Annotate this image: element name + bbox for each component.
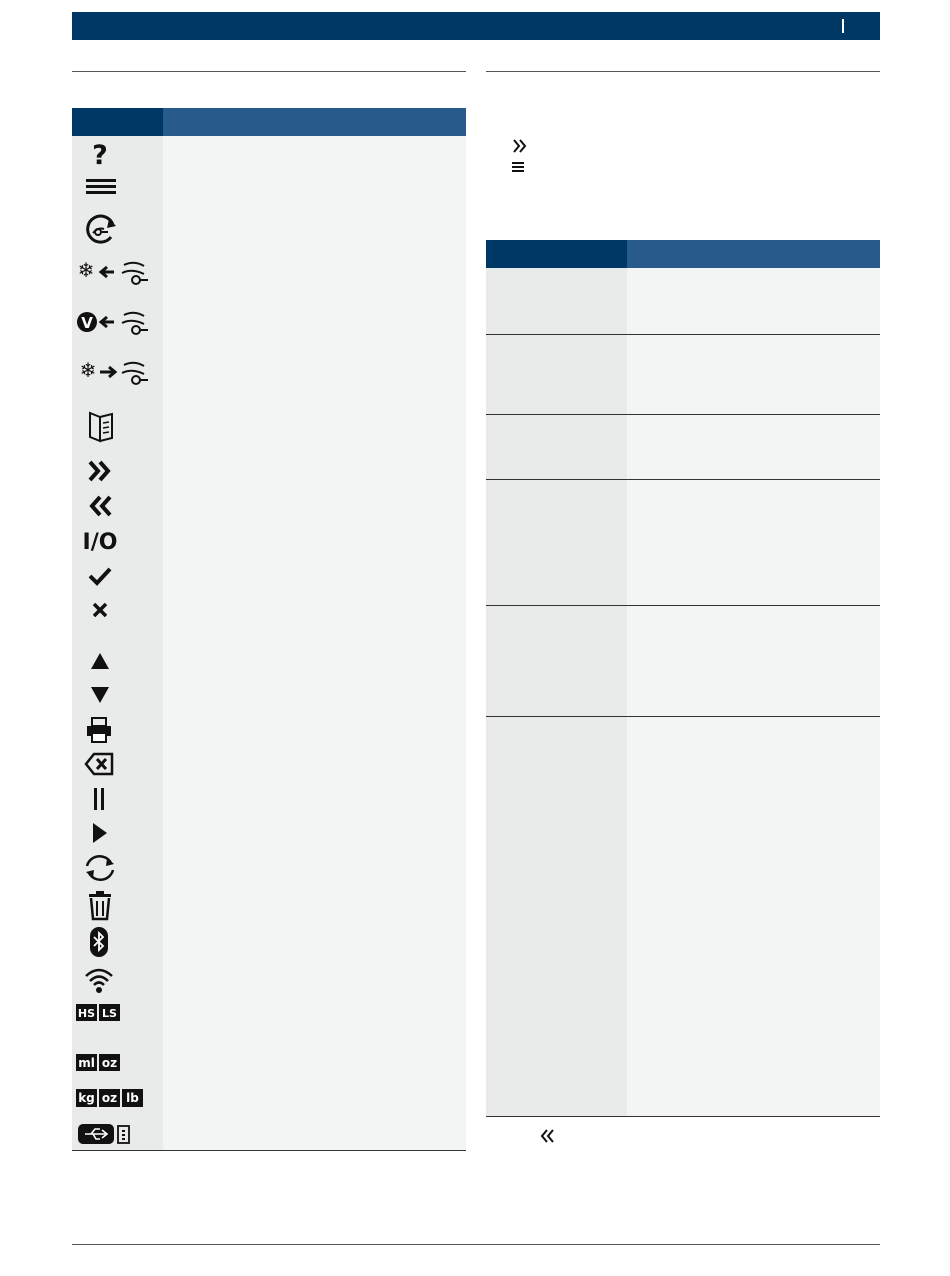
- svg-text:I/O: I/O: [82, 530, 118, 555]
- recovery-cycle-icon: [76, 213, 126, 243]
- forward-double-chevron-icon: [512, 139, 528, 153]
- svg-text:lb: lb: [126, 1091, 139, 1105]
- table-row: [72, 594, 466, 645]
- table-row: [72, 713, 466, 748]
- pause-icon: [76, 784, 126, 814]
- table-row: [72, 924, 466, 963]
- svg-text:HS: HS: [77, 1007, 96, 1020]
- svg-text:?: ?: [92, 140, 108, 171]
- kg-oz-lb-icon: [76, 1087, 156, 1117]
- table-row: [72, 678, 466, 714]
- table-row: [486, 606, 880, 717]
- ml-oz-icon: [76, 1052, 126, 1082]
- refresh-icon: [76, 853, 126, 883]
- table-row: [72, 888, 466, 925]
- svg-text:LS: LS: [102, 1007, 117, 1020]
- table-row: [72, 136, 466, 172]
- table-row: [72, 1081, 466, 1117]
- table-row: [486, 415, 880, 480]
- check-icon: [76, 561, 126, 591]
- left-section-rule: [72, 71, 466, 72]
- header-bar: [72, 12, 880, 40]
- on-off-icon: [76, 525, 126, 555]
- printer-icon: [76, 715, 126, 745]
- header-separator: [842, 19, 844, 33]
- vacuum-from-vehicle-icon: [74, 307, 160, 337]
- bluetooth-icon: [76, 927, 126, 957]
- table-row: [72, 205, 466, 256]
- left-table-header-desc-col: [163, 108, 466, 136]
- table-row: [72, 523, 466, 560]
- forward-double-chevron-icon: [76, 456, 126, 486]
- right-section-rule: [486, 71, 880, 72]
- wifi-icon: [76, 964, 126, 994]
- table-row: [72, 962, 466, 998]
- back-double-chevron-icon: [540, 1129, 556, 1143]
- svg-text:kg: kg: [78, 1091, 95, 1105]
- svg-text:oz: oz: [101, 1056, 118, 1070]
- svg-text:V: V: [81, 314, 93, 332]
- right-table-header-col1: [486, 240, 627, 268]
- back-double-chevron-icon: [76, 491, 126, 521]
- arrow-down-icon: [76, 680, 126, 710]
- help-icon: [76, 138, 126, 171]
- table-row: [72, 405, 466, 455]
- footer-rule: [72, 1244, 880, 1245]
- left-icon-table: [72, 136, 466, 1152]
- table-row: [486, 335, 880, 415]
- right-table: [486, 268, 880, 1118]
- table-row: [72, 559, 466, 595]
- refrigerant-to-vehicle-icon: [74, 357, 160, 387]
- table-row: [72, 1116, 466, 1151]
- refrigerant-from-vehicle-icon: [74, 257, 160, 287]
- usb-icon: [76, 1119, 146, 1149]
- table-row: [486, 268, 880, 335]
- table-row: [72, 782, 466, 817]
- svg-text:❄: ❄: [77, 258, 95, 282]
- svg-text:oz: oz: [101, 1091, 118, 1105]
- table-row: [72, 305, 466, 356]
- table-row: [72, 171, 466, 206]
- table-row: [72, 851, 466, 889]
- table-row: [72, 747, 466, 783]
- table-row: [486, 480, 880, 606]
- table-row: [72, 489, 466, 524]
- left-table-header-icon-col: [72, 108, 163, 136]
- table-row: [72, 816, 466, 852]
- table-row: [72, 355, 466, 406]
- menu-icon: [76, 173, 126, 203]
- svg-text:❄: ❄: [79, 358, 97, 382]
- table-row: [72, 997, 466, 1048]
- svg-text:ml: ml: [78, 1056, 95, 1070]
- hs-ls-icon: [76, 1002, 126, 1032]
- table-row: [486, 717, 880, 1117]
- backspace-icon: [76, 749, 126, 779]
- manual-book-icon: [76, 411, 126, 441]
- table-row: [72, 454, 466, 490]
- table-row: [72, 1047, 466, 1082]
- play-icon: [76, 818, 126, 848]
- right-table-header-col2: [627, 240, 880, 268]
- table-row: [72, 255, 466, 306]
- cancel-x-icon: [76, 596, 126, 626]
- trash-icon: [76, 890, 126, 920]
- menu-icon: [512, 160, 526, 174]
- arrow-up-icon: [76, 646, 126, 676]
- table-row: [72, 644, 466, 679]
